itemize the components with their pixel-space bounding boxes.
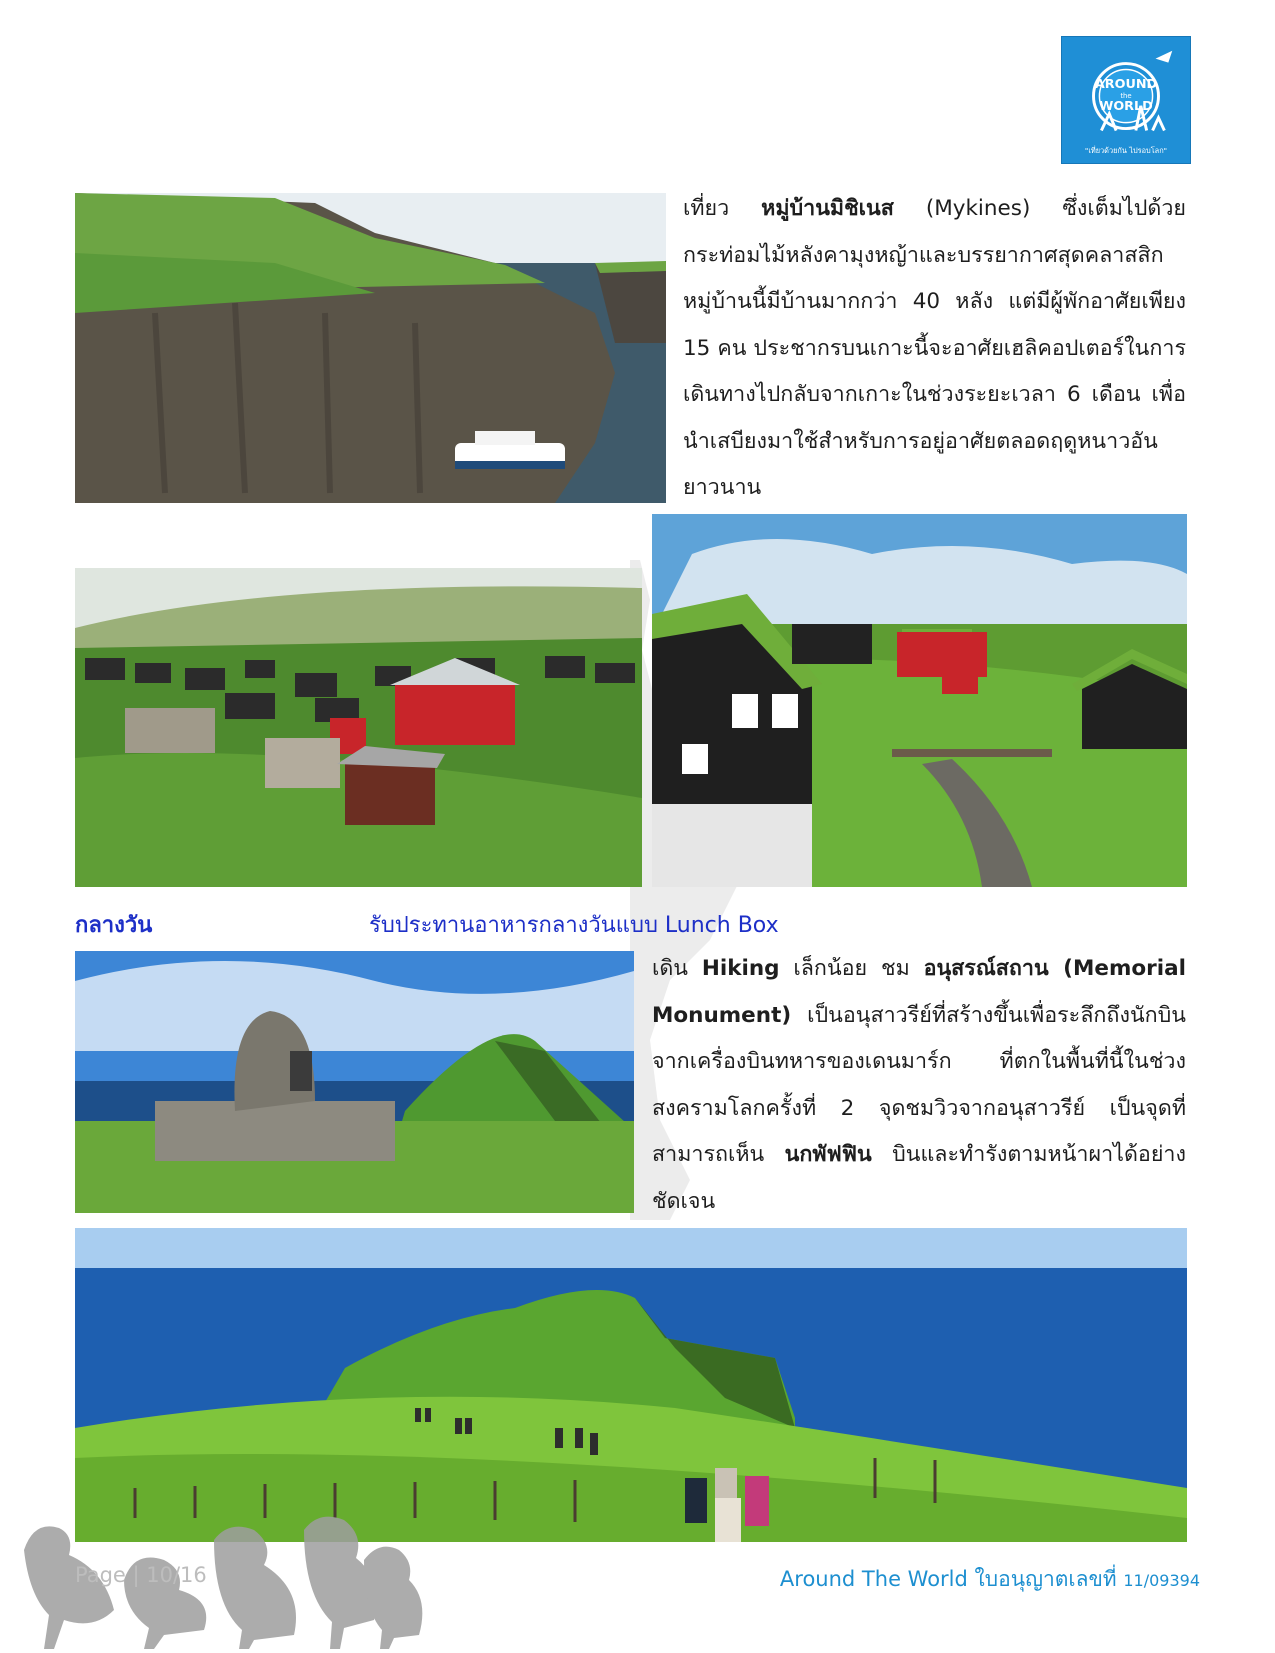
memorial-end: บินและทำรังตามหน้าผาได้อย่างชัดเจน [652, 1142, 1187, 1214]
page-number: Page | 10/16 [75, 1563, 207, 1587]
footer-license-label: ใบอนุญาตเลขที่ [967, 1567, 1124, 1591]
lunch-box-text: รับประทานอาหารกลางวันแบบ Lunch Box [369, 913, 779, 938]
logo-line1: AROUND [1094, 77, 1158, 93]
around-the-world-logo [1061, 36, 1191, 164]
footer-license-number: 11/09394 [1123, 1571, 1200, 1590]
meal-time-label: กลางวัน [75, 913, 153, 938]
cliff-boat-photo [75, 193, 666, 503]
black-house-stream-photo [652, 514, 1187, 887]
hiking-bold: Hiking [701, 956, 780, 981]
hikers-panorama-photo [75, 1228, 1187, 1542]
village-hillside-photo [75, 568, 642, 887]
mykines-village-name: หมู่บ้านมิชิเนส [761, 196, 894, 221]
footer-brand-license [780, 1563, 1200, 1596]
logo-line3: WORLD [1099, 98, 1153, 114]
memorial-monument-photo [75, 951, 634, 1213]
footer-brand: Around The World [779, 1567, 968, 1591]
memorial-description [652, 946, 1186, 1225]
mykines-body: (Mykines) ซึ่งเต็มไปด้วยกระท่อมไม้หลังคามุงหญ้าและบรรยากาศสุดคลาสสิก หมู่บ้านนี้มีบ้านมากกว่า 40 หลัง แต่มีผู้พักอาศัยเพียง 15 คน ประชากรบนเกาะนี้จะอาศัยเฮลิคอปเตอร์ในการเดินทางไปกลับจากเกาะในช่วงระยะเวลา 6 เดือน เพื่อนำเสบียงมาใช้สำหรับการอยู่อาศัยตลอดฤดูหนาวอันยาวนาน [683, 196, 1186, 500]
puffin-bold: นกพัฟฟิน [784, 1142, 872, 1167]
mykines-lead: เที่ยว [683, 196, 762, 221]
memorial-monument-bold: อนุสรณ์สถาน (Memorial Monument) [652, 956, 1186, 1028]
logo-line2: the [1120, 92, 1132, 101]
memorial-lead: เดิน [652, 956, 702, 981]
memorial-mid2: เป็นอนุสาวรีย์ที่สร้างขึ้นเพื่อระลึกถึงนักบินจากเครื่องบินทหารของเดนมาร์ก ที่ตกในพื้นที่นี้ในช่วงสงครามโลกครั้งที่ 2 จุดชมวิวจากอนุสาวรีย์ เป็นจุดที่สามารถเห็น [652, 1002, 1186, 1167]
mykines-description [683, 186, 1186, 512]
logo-tagline: "เที่ยวด้วยกัน ไปรอบโลก" [1084, 146, 1168, 156]
memorial-mid1: เล็กน้อย ชม [779, 956, 924, 981]
